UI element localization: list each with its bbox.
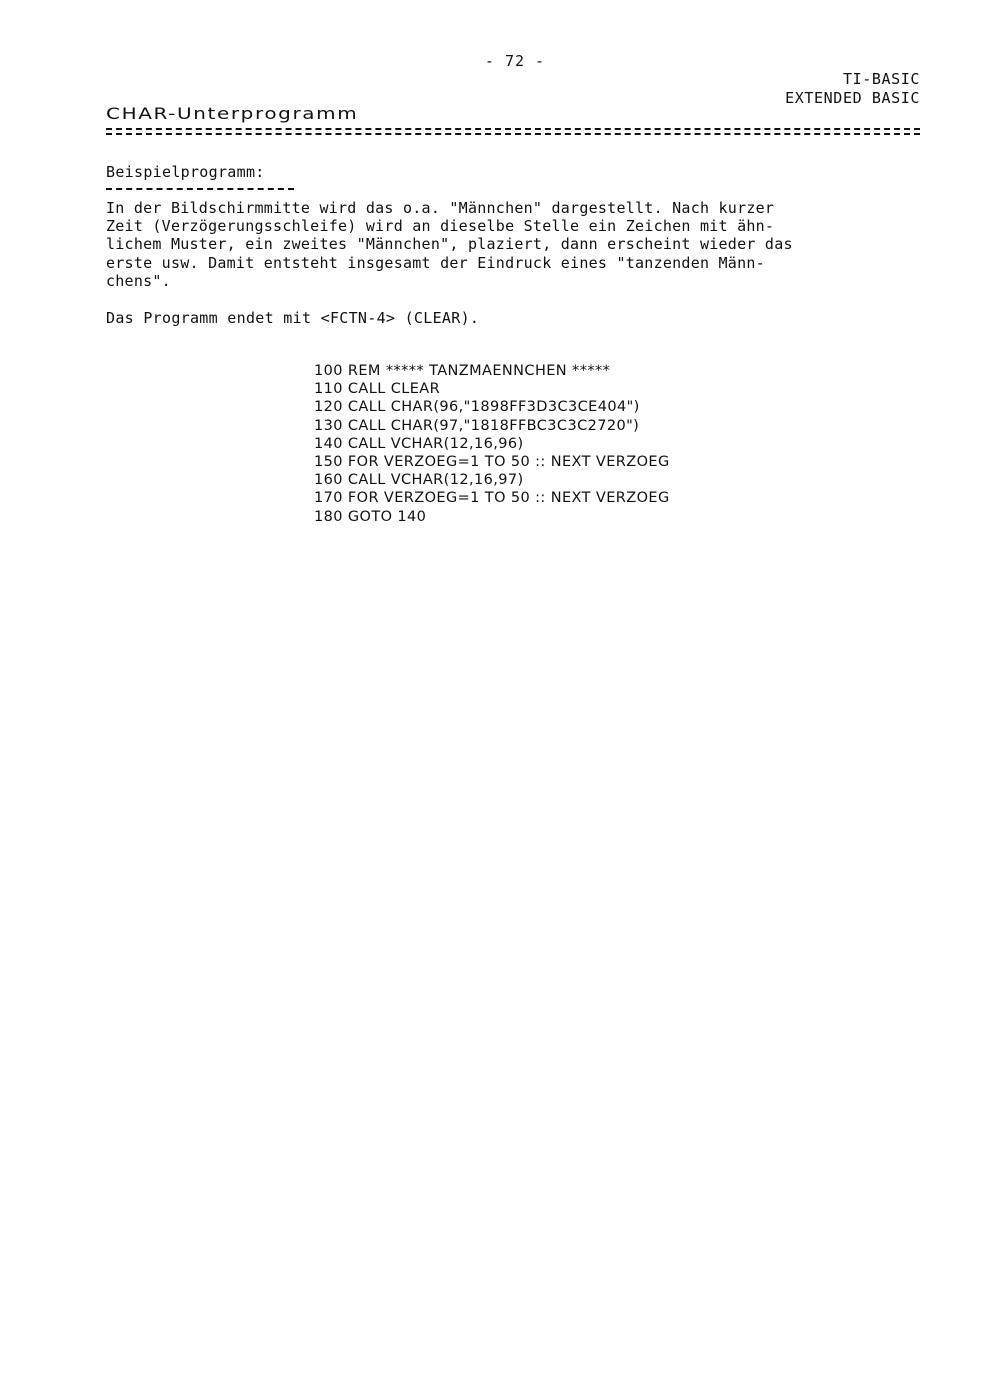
- code-line: 110 CALL CLEAR: [314, 381, 441, 398]
- example-heading: Beispielprogramm:: [106, 163, 265, 181]
- title-double-rule: [106, 128, 920, 135]
- code-line: 150 FOR VERZOEG=1 TO 50 :: NEXT VERZOEG: [314, 454, 670, 471]
- code-line: 170 FOR VERZOEG=1 TO 50 :: NEXT VERZOEG: [314, 490, 670, 507]
- paragraph-line: Zeit (Verzögerungsschleife) wird an dieselbe Stelle ein Zeichen mit ähn-: [106, 217, 775, 236]
- code-line: 100 REM ***** TANZMAENNCHEN *****: [314, 363, 611, 379]
- code-line: 140 CALL VCHAR(12,16,96): [314, 435, 524, 452]
- closing-sentence: Das Programm endet mit <FCTN-4> (CLEAR).: [106, 309, 480, 327]
- paragraph-line: In der Bildschirmmitte wird das o.a. "Männchen" dargestellt. Nach kurzer: [106, 199, 775, 217]
- paragraph-line: erste usw. Damit entsteht insgesamt der Eindruck eines "tanzenden Männ-: [106, 253, 765, 272]
- paragraph-line: chens".: [106, 271, 171, 290]
- example-paragraph: [106, 199, 922, 290]
- header-tag-ti-basic: TI-BASIC: [842, 70, 920, 88]
- code-line: 130 CALL CHAR(97,"1818FFBC3C3C2720"): [314, 417, 640, 434]
- code-line: 160 CALL VCHAR(12,16,97): [314, 472, 524, 489]
- section-title: CHAR-Unterprogramm: [106, 104, 359, 124]
- header-tag-extended-basic: EXTENDED BASIC: [785, 89, 920, 107]
- program-listing: [314, 362, 670, 526]
- header-tags: [785, 70, 920, 108]
- paragraph-line: lichem Muster, ein zweites "Männchen", plaziert, dann erscheint wieder das: [106, 235, 793, 254]
- code-line: 120 CALL CHAR(96,"1898FF3D3C3CE404"): [314, 399, 640, 416]
- code-line: 180 GOTO 140: [314, 508, 427, 525]
- page-number: - 72 -: [484, 52, 546, 70]
- example-heading-underline: [106, 188, 294, 190]
